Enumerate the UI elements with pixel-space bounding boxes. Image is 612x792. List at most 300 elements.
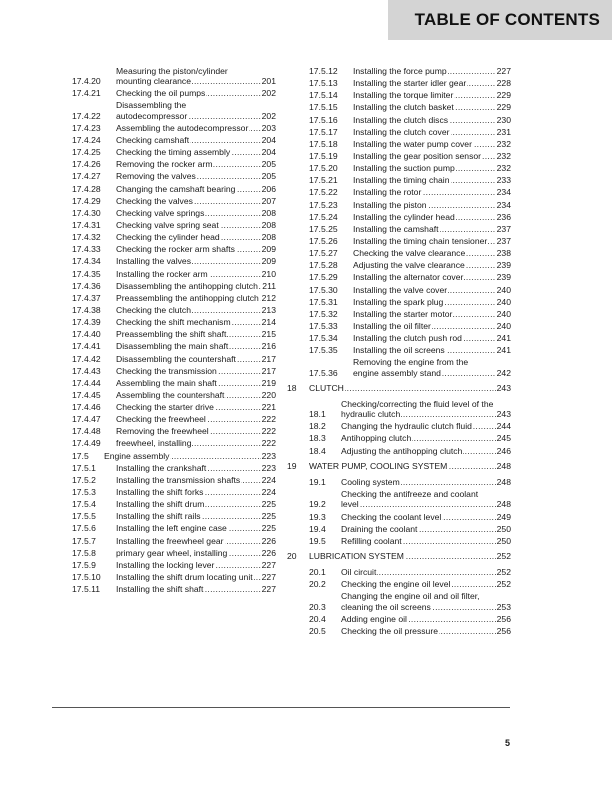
toc-entry[interactable]: [287, 421, 511, 431]
toc-entry-number: 17.5.32: [309, 308, 338, 319]
toc-entry[interactable]: [72, 196, 276, 206]
toc-entry[interactable]: [72, 171, 276, 181]
toc-entry-number: 19.3: [309, 511, 326, 522]
toc-entry[interactable]: [287, 591, 511, 611]
toc-entry-number: 17.4.48: [72, 426, 101, 437]
toc-entry-title-text: Checking the timing assembly: [116, 147, 231, 158]
toc-entry[interactable]: [287, 115, 511, 125]
toc-entry-title-text: Checking the rocker arm shafts: [116, 244, 235, 255]
toc-entry-title-text: Assembling the countershaft: [116, 389, 225, 400]
toc-entry[interactable]: [72, 147, 276, 157]
toc-entry-number: 17.4.44: [72, 377, 101, 388]
toc-entry[interactable]: [72, 100, 276, 120]
toc-entry-title: [116, 366, 261, 376]
toc-entry-page: 252: [496, 550, 511, 561]
toc-entry-page: 240: [496, 320, 511, 331]
toc-entry[interactable]: [72, 135, 276, 145]
toc-entry-page: 221: [261, 402, 276, 413]
toc-entry-page: 204: [261, 134, 276, 145]
toc-entry-title: [116, 220, 261, 230]
toc-entry[interactable]: [287, 272, 511, 282]
toc-entry-title: [309, 461, 496, 471]
toc-entry-number: 17.4.45: [72, 389, 101, 400]
toc-entry-page: 239: [496, 272, 511, 283]
toc-entry-page: 203: [261, 122, 276, 133]
toc-entry-page: 250: [496, 535, 511, 546]
toc-entry-title: [353, 357, 496, 377]
toc-entry-number: 17.4.36: [72, 280, 101, 291]
toc-entry-page: 222: [261, 426, 276, 437]
toc-entry-page: 244: [496, 421, 511, 432]
toc-entry-title-text: Changing the engine oil and oil filter, cleaning the oil screens: [341, 591, 480, 612]
toc-entry-page: 250: [496, 523, 511, 534]
toc-entry-title: [353, 163, 496, 173]
toc-entry-number: 17.4.30: [72, 207, 101, 218]
toc-entry-page: 208: [261, 219, 276, 230]
toc-entry-title-text: Preassembling the antihopping clutch: [116, 292, 259, 303]
toc-entry-page: 252: [496, 567, 511, 578]
toc-entry-page: 208: [261, 207, 276, 218]
toc-entry-title: [309, 551, 496, 561]
toc-entry-title: [341, 614, 496, 624]
toc-entry-title-text: Checking valve springs: [116, 207, 205, 218]
toc-entry-title-text: Checking the valve clearance: [353, 248, 466, 259]
toc-entry-title-text: Installing the gear position sensor: [353, 150, 482, 161]
toc-entry[interactable]: [72, 414, 276, 424]
toc-entry-title: [116, 426, 261, 436]
toc-entry-page: 210: [261, 268, 276, 279]
toc-entry-page: 215: [261, 329, 276, 340]
toc-entry[interactable]: [72, 366, 276, 376]
toc-entry[interactable]: [287, 163, 511, 173]
toc-entry[interactable]: [287, 383, 511, 393]
toc-entry-page: 248: [496, 477, 511, 488]
toc-entry-number: 17.5.15: [309, 102, 338, 113]
toc-entry-page: 241: [496, 345, 511, 356]
toc-entry[interactable]: [72, 244, 276, 254]
toc-entry-number: 19: [287, 460, 297, 471]
toc-entry-page: 209: [261, 256, 276, 267]
toc-entry-title-text: Checking camshaft: [116, 134, 190, 145]
toc-entry-page: 237: [496, 223, 511, 234]
toc-entry[interactable]: [287, 212, 511, 222]
toc-entry-title: [341, 399, 496, 419]
toc-entry-title: [353, 115, 496, 125]
toc-entry-page: 232: [496, 163, 511, 174]
toc-entry-title-text: Disassembling the autodecompressor: [116, 100, 188, 121]
toc-entry-page: 227: [261, 572, 276, 583]
toc-entry-page: 253: [496, 601, 511, 612]
toc-entry[interactable]: [72, 390, 276, 400]
toc-entry[interactable]: [287, 102, 511, 112]
toc-entry[interactable]: [72, 281, 276, 291]
toc-entry[interactable]: [72, 269, 276, 279]
toc-entry[interactable]: [287, 321, 511, 331]
toc-entry-title: [116, 196, 261, 206]
toc-entry-number: 20.1: [309, 567, 326, 578]
toc-entry-page: 222: [261, 438, 276, 449]
toc-entry-page: 231: [496, 126, 511, 137]
toc-entry-title-text: Checking the freewheel: [116, 414, 206, 425]
toc-entry[interactable]: [287, 297, 511, 307]
toc-entry-title-text: Checking the engine oil level: [341, 579, 451, 590]
toc-entry-page: 229: [496, 90, 511, 101]
toc-entry-title-text: Installing the clutch discs: [353, 114, 449, 125]
toc-entry-number: 17.4.37: [72, 292, 101, 303]
toc-entry[interactable]: [287, 626, 511, 636]
toc-entry-number: 17.4.35: [72, 268, 101, 279]
toc-entry-title-text: Installing the locking lever: [116, 559, 215, 570]
footer-divider: [52, 707, 510, 708]
toc-entry-number: 19.4: [309, 523, 326, 534]
toc-entry-number: 17.5.12: [309, 66, 338, 76]
toc-entry-page: 226: [261, 535, 276, 546]
toc-entry-title: [353, 345, 496, 355]
toc-entry-title-text: Removing the rocker arm: [116, 159, 213, 170]
toc-entry-page: 220: [261, 389, 276, 400]
toc-entry-number: 17.5.2: [72, 474, 96, 485]
toc-entry-title-text: Installing the clutch push rod: [353, 333, 462, 344]
toc-entry[interactable]: [287, 151, 511, 161]
toc-entry-page: 229: [496, 102, 511, 113]
toc-entry[interactable]: [72, 329, 276, 339]
toc-entry[interactable]: [287, 477, 511, 487]
toc-entry[interactable]: [72, 293, 276, 303]
toc-entry-number: 17.4.23: [72, 122, 101, 133]
toc-entry[interactable]: [72, 475, 276, 485]
toc-entry[interactable]: [287, 236, 511, 246]
toc-entry[interactable]: [287, 333, 511, 343]
toc-entry-title: [116, 269, 261, 279]
toc-entry[interactable]: [72, 220, 276, 230]
toc-entry-number: 17.5.25: [309, 223, 338, 234]
toc-entry-title: [116, 100, 261, 120]
toc-entry-title-text: Checking valve spring seat: [116, 219, 219, 230]
toc-entry-title-text: Removing the valves: [116, 171, 196, 182]
toc-entry[interactable]: [287, 524, 511, 534]
toc-entry[interactable]: [287, 357, 511, 377]
toc-entry-page: 238: [496, 248, 511, 259]
toc-entry-title-text: Installing the water pump cover: [353, 138, 472, 149]
toc-entry-title: [116, 317, 261, 327]
toc-entry-number: 17.4.43: [72, 365, 101, 376]
toc-entry[interactable]: [72, 536, 276, 546]
toc-entry[interactable]: [72, 511, 276, 521]
toc-entry-title: [353, 297, 496, 307]
toc-entry[interactable]: [287, 309, 511, 319]
toc-entry-title-text: Preassembling the shift shaft: [116, 329, 227, 340]
toc-entry-number: 17.5.7: [72, 535, 96, 546]
toc-entry-number: 17.5.19: [309, 150, 338, 161]
toc-entry-number: 17.4.21: [72, 88, 101, 99]
toc-entry[interactable]: [287, 78, 511, 88]
toc-entry-number: 17.5.18: [309, 138, 338, 149]
toc-entry[interactable]: [287, 90, 511, 100]
toc-entry-page: 205: [261, 159, 276, 170]
toc-entry-title: [309, 383, 496, 393]
toc-entry[interactable]: [287, 260, 511, 270]
toc-entry-title-text: Measuring the piston/cylinder mounting clearance: [116, 66, 228, 87]
toc-entry-title: [116, 256, 261, 266]
toc-entry[interactable]: [287, 187, 511, 197]
toc-entry-title: [116, 171, 261, 181]
toc-entry[interactable]: [72, 572, 276, 582]
toc-entry[interactable]: [72, 451, 276, 461]
toc-entry[interactable]: [287, 433, 511, 443]
toc-entry[interactable]: [287, 461, 511, 471]
toc-entry-title: [353, 90, 496, 100]
toc-entry-title-text: Installing the left engine case: [116, 523, 227, 534]
toc-entry[interactable]: [287, 614, 511, 624]
toc-entry-page: 232: [496, 150, 511, 161]
toc-entry-title: [353, 139, 496, 149]
toc-entry-title-text: Checking/correcting the fluid level of the hydraulic clutch: [341, 398, 494, 420]
toc-entry-title-text: Installing the oil filter: [353, 320, 431, 331]
toc-entry[interactable]: [287, 536, 511, 546]
toc-entry-page: 245: [496, 433, 511, 444]
toc-entry-page: 248: [496, 460, 511, 471]
toc-entry[interactable]: [72, 378, 276, 388]
toc-entry-title-text: Installing the shift forks: [116, 487, 204, 498]
toc-entry-title: [116, 329, 261, 339]
toc-entry-title-text: Installing the alternator cover: [353, 272, 464, 283]
toc-entry-title: [116, 511, 261, 521]
toc-entry-page: 227: [261, 559, 276, 570]
toc-entry[interactable]: [72, 402, 276, 412]
toc-entry-number: 17.5.33: [309, 320, 338, 331]
toc-entry-number: 17.5.29: [309, 272, 338, 283]
toc-entry[interactable]: [72, 159, 276, 169]
toc-entry-title: [353, 236, 496, 246]
toc-entry-page: 227: [261, 584, 276, 595]
toc-entry[interactable]: [72, 305, 276, 315]
toc-entry[interactable]: [287, 399, 511, 419]
toc-entry[interactable]: [287, 127, 511, 137]
toc-entry-title-text: Checking the valves: [116, 195, 193, 206]
toc-entry-title: [116, 123, 261, 133]
toc-right-column: [287, 66, 511, 638]
toc-entry-page: 232: [496, 138, 511, 149]
toc-entry-number: 17.5.4: [72, 499, 96, 510]
toc-entry-page: 205: [261, 171, 276, 182]
toc-entry-title-text: Changing the camshaft bearing: [116, 183, 236, 194]
toc-entry[interactable]: [72, 463, 276, 473]
toc-entry-title: [353, 78, 496, 88]
toc-entry-page: 239: [496, 260, 511, 271]
toc-entry-title-text: Installing the rotor: [353, 187, 422, 198]
toc-entry[interactable]: [72, 523, 276, 533]
toc-entry-page: 240: [496, 296, 511, 307]
toc-entry-title-text: Assembling the main shaft: [116, 377, 217, 388]
toc-entry-page: 241: [496, 333, 511, 344]
toc-entry[interactable]: [72, 88, 276, 98]
toc-entry-page: 202: [261, 110, 276, 121]
toc-entry-page: 214: [261, 317, 276, 328]
toc-entry-title: [353, 187, 496, 197]
toc-entry[interactable]: [72, 317, 276, 327]
toc-entry-title-text: Installing the clutch cover: [353, 126, 450, 137]
toc-entry-number: 17.5.20: [309, 163, 338, 174]
toc-entry-title-text: Removing the engine from the engine assembly stand: [353, 357, 469, 378]
toc-entry-title: [341, 524, 496, 534]
toc-entry-number: 20: [287, 550, 297, 561]
toc-entry-title-text: Checking the shift mechanism: [116, 317, 231, 328]
toc-entry-page: 213: [261, 304, 276, 315]
toc-entry-title-text: Installing the shift rails: [116, 511, 201, 522]
toc-entry-page: 249: [496, 511, 511, 522]
toc-entry-page: 256: [496, 625, 511, 636]
toc-entry-title-text: Installing the starter idler gear: [353, 78, 467, 89]
toc-entry[interactable]: [72, 499, 276, 509]
toc-entry[interactable]: [72, 208, 276, 218]
toc-entry[interactable]: [287, 512, 511, 522]
toc-entry-title-text: Refilling coolant: [341, 535, 402, 546]
toc-entry-title-text: Installing the timing chain: [353, 175, 450, 186]
toc-entry-title: [341, 421, 496, 431]
toc-entry-title-text: Installing the valves: [116, 256, 191, 267]
toc-entry-number: 17.4.31: [72, 219, 101, 230]
toc-entry-number: 17.5.31: [309, 296, 338, 307]
toc-entry-title-text: Installing the starter motor: [353, 308, 453, 319]
toc-entry-number: 17.4.46: [72, 402, 101, 413]
toc-entry-title-text: Changing the hydraulic clutch fluid: [341, 421, 472, 432]
toc-entry-title-text: Installing the rocker arm: [116, 268, 208, 279]
toc-entry-page: 201: [261, 76, 276, 87]
toc-entry[interactable]: [72, 232, 276, 242]
toc-entry-number: 17.4.24: [72, 134, 101, 145]
toc-entry-number: 17.5.21: [309, 175, 338, 186]
toc-entry-number: 17.4.22: [72, 110, 101, 121]
toc-entry-title: [341, 446, 496, 456]
toc-entry-title: [116, 572, 261, 582]
toc-entry-title: [116, 66, 261, 86]
toc-entry-page: 233: [496, 175, 511, 186]
toc-entry-title-text: Checking the cylinder head: [116, 232, 220, 243]
toc-entry-title: [341, 512, 496, 522]
toc-entry-title: [353, 248, 496, 258]
toc-entry[interactable]: [72, 560, 276, 570]
toc-entry-title-text: Installing the oil screens: [353, 345, 445, 356]
toc-entry[interactable]: [287, 551, 511, 561]
toc-entry-title-text: Installing the timing chain tensioner: [353, 235, 488, 246]
toc-entry-title-text: Installing the spark plug: [353, 296, 444, 307]
toc-entry-title-text: Checking the transmission: [116, 365, 217, 376]
toc-entry[interactable]: [287, 285, 511, 295]
toc-entry-number: 17.5: [72, 450, 89, 461]
toc-entry-number: 17.5.8: [72, 547, 96, 558]
toc-entry-title: [353, 321, 496, 331]
toc-entry-title-text: Adjusting the antihopping clutch: [341, 445, 463, 456]
toc-entry-number: 20.5: [309, 625, 326, 636]
toc-entry-page: 252: [496, 579, 511, 590]
toc-entry[interactable]: [72, 123, 276, 133]
toc-entry[interactable]: [72, 584, 276, 594]
toc-entry-number: 19.2: [309, 499, 326, 510]
toc-entry-page: 217: [261, 353, 276, 364]
toc-entry[interactable]: [287, 489, 511, 509]
toc-entry-title: [341, 626, 496, 636]
toc-entry-number: 17.5.35: [309, 345, 338, 356]
toc-entry-page: 209: [261, 244, 276, 255]
toc-entry[interactable]: [72, 256, 276, 266]
toc-entry-number: 17.5.36: [309, 367, 338, 378]
toc-entry-page: 225: [261, 499, 276, 510]
toc-entry-title: [353, 260, 496, 270]
toc-entry-number: 18.1: [309, 409, 326, 420]
toc-entry-page: 242: [496, 367, 511, 378]
toc-entry[interactable]: [72, 184, 276, 194]
toc-entry-number: 17.5.6: [72, 523, 96, 534]
toc-entry-number: 18: [287, 382, 297, 393]
toc-entry-title: [353, 285, 496, 295]
toc-entry[interactable]: [287, 446, 511, 456]
toc-entry[interactable]: [72, 66, 276, 86]
toc-entry[interactable]: [72, 341, 276, 351]
toc-entry-number: 17.4.39: [72, 317, 101, 328]
toc-entry-title: [341, 579, 496, 589]
toc-entry[interactable]: [72, 354, 276, 364]
toc-entry-title: [353, 333, 496, 343]
toc-entry-number: 17.4.41: [72, 341, 101, 352]
toc-entry[interactable]: [72, 487, 276, 497]
toc-entry-title: [116, 135, 261, 145]
toc-entry-number: 17.4.42: [72, 353, 101, 364]
toc-entry[interactable]: [72, 548, 276, 558]
toc-entry[interactable]: [287, 66, 511, 76]
toc-entry-number: 19.1: [309, 477, 326, 488]
toc-entry[interactable]: [72, 438, 276, 448]
toc-entry-page: 227: [496, 66, 511, 76]
toc-entry-title: [353, 212, 496, 222]
toc-entry-title: [341, 591, 496, 611]
toc-entry-page: 216: [261, 341, 276, 352]
toc-entry-title: [116, 560, 261, 570]
toc-entry-number: 17.4.20: [72, 76, 101, 87]
toc-entry-title-text: Antihopping clutch: [341, 433, 412, 444]
toc-entry[interactable]: [287, 139, 511, 149]
toc-entry-number: 17.4.34: [72, 256, 101, 267]
toc-entry[interactable]: [287, 200, 511, 210]
toc-entry-title-text: Draining the coolant: [341, 523, 418, 534]
toc-entry-page: 208: [261, 232, 276, 243]
toc-entry-title: [116, 402, 261, 412]
toc-entry-title-text: Installing the clutch basket: [353, 102, 454, 113]
toc-entry-title: [116, 390, 261, 400]
toc-entry-number: 17.5.27: [309, 248, 338, 259]
toc-entry[interactable]: [72, 426, 276, 436]
toc-entry[interactable]: [287, 175, 511, 185]
toc-entry-title: [353, 309, 496, 319]
toc-entry-page: 246: [496, 445, 511, 456]
toc-entry-number: 17.5.24: [309, 211, 338, 222]
toc-entry-title: [116, 523, 261, 533]
toc-entry-title-text: Installing the suction pump: [353, 163, 455, 174]
toc-entry-page: 230: [496, 114, 511, 125]
toc-entry[interactable]: [287, 224, 511, 234]
toc-entry-number: 17.4.28: [72, 183, 101, 194]
toc-entry[interactable]: [287, 567, 511, 577]
toc-entry[interactable]: [287, 248, 511, 258]
toc-entry-title: [116, 438, 261, 448]
toc-entry-title: [116, 147, 261, 157]
toc-entry-page: 225: [261, 511, 276, 522]
toc-entry-title: [104, 451, 261, 461]
toc-entry[interactable]: [287, 579, 511, 589]
toc-entry-title: [116, 378, 261, 388]
toc-entry-page: 234: [496, 187, 511, 198]
toc-entry-title-text: Removing the freewheel: [116, 426, 209, 437]
toc-entry[interactable]: [287, 345, 511, 355]
